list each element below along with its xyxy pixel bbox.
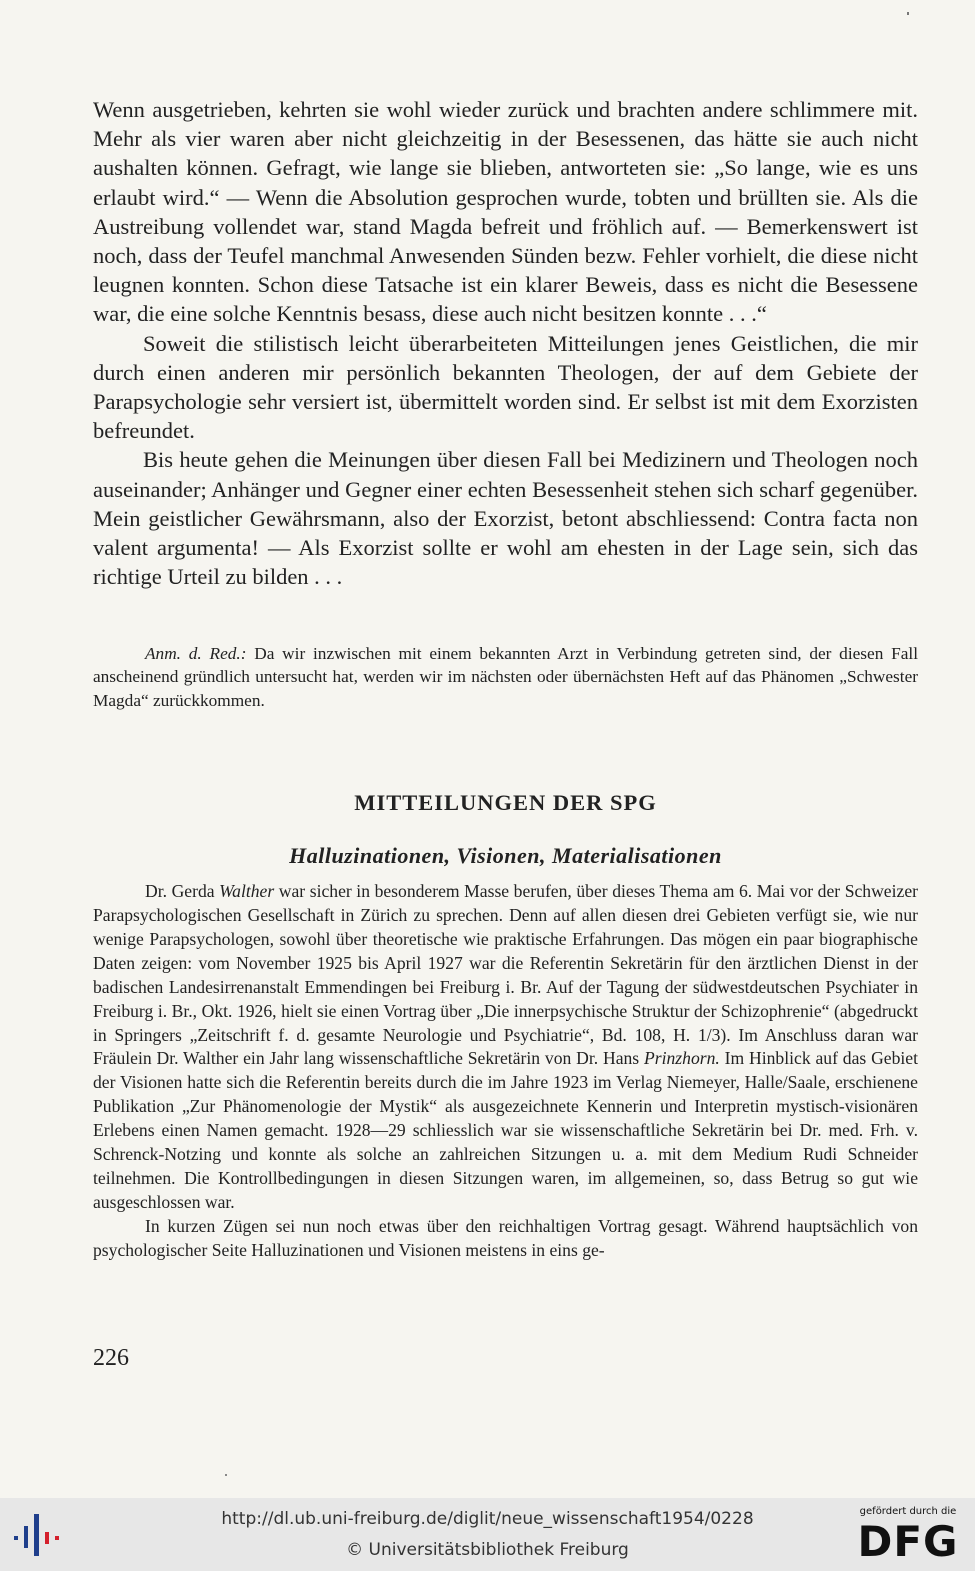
section-paragraph-2: In kurzen Zügen sei nun noch etwas über den reichhaltigen Vortrag gesagt. Während hauptsächlich von psychologischer Seite Halluzinationen und Visionen meistens in eins ge- [93,1215,918,1260]
dfg-caption: gefördert durch die [859,1506,957,1517]
scan-speck-2 [225,1474,227,1476]
section-paragraph-1-part-2: war sicher in besonderem Masse berufen, über dieses Thema am 6. Mai vor der Schweizer Parapsychologischen Gesellschaft in Zürich zu sprechen. Denn auf allen diesen drei Gebieten verfügt sie, wie nur wenige Parapsychologen, sowohl über theoretische wie praktische Erfahrungen. Das mögen ein paar biographische Daten zeigen: vom November 1925 bis April 1927 war die Referentin Sekretärin für den ärztlichen Dienst in der badischen Landesirrenanstalt Emmendingen bei Freiburg i. Br. Auf der Tagung der südwestdeutschen Psychiater in Freiburg i. Br., Okt. 1926, hielt sie einen Vortrag über „Die innerpsychische Struktur der Schizophrenie“ (abgedruckt in Springers „Zeitschrift f. d. gesamte Neurologie und Psychiatrie“, Bd. 108, H. 1/3). Im Anschluss daran war Fräulein Dr. Walther ein Jahr lang wissenschaftliche Sekretärin von Dr. Hans [93,881,918,1069]
section-paragraph-1 [93,880,918,1215]
ub-logo-bar-4 [45,1532,49,1544]
name-prinzhorn: Prinzhorn. [644,1048,720,1069]
section-paragraph-1-part-3: Im Hinblick auf das Gebiet der Visionen hatte sich die Referentin bereits durch die im Jahre 1923 im Verlag Niemeyer, Halle/Saale, erschienene Publikation „Zur Phänomenologie der Mystik“ als ausgezeichnete Kennerin und Interpretin mystisch-visionären Erlebens einen Namen gemacht. 1928—29 schliesslich war sie wissenschaftliche Sekretärin bei Dr. med. Frh. v. Schrenck-Notzing und konnte als solche an zahlreichen Sitzungen u. a. mit dem Medium Rudi Schneider teilnehmen. Die Kontrollbedingungen in diesen Sitzungen waren, im allgemeinen, so, dass Betrug so gut wie ausgeschlossen war. [93,1048,918,1212]
section-heading: MITTEILUNGEN DER SPG [354,790,657,815]
dfg-logo-text: DFG [857,1517,959,1566]
footer-url-link[interactable]: http://dl.ub.uni-freiburg.de/diglit/neue_wissenschaft1954/0228 [221,1509,754,1529]
footer-bar [0,1498,975,1571]
scan-speck [907,12,909,15]
continued-article-text [93,95,918,591]
name-walther: Walther [219,881,275,901]
ub-logo-bar-5 [55,1536,59,1540]
section-text [93,880,918,1263]
ub-logo-bar-1 [14,1536,18,1540]
editor-note [93,642,918,712]
paragraph-2: Soweit die stilistisch leicht überarbeiteten Mitteilungen jenes Geistlichen, die mir durch einen anderen mir persönlich bekannten Theologen, der auf dem Gebiete der Parapsychologie sehr versiert ist, übermittelt worden sind. Er selbst ist mit dem Exorzisten befreundet. [93,330,918,444]
page-number: 226 [93,1345,129,1371]
ub-freiburg-logo-icon [10,1512,66,1558]
editor-note-text: Da wir inzwischen mit einem bekannten Arzt in Verbindung getreten sind, der diesen Fall anscheinend gründlich untersucht hat, werden wir im nächsten oder übernächsten Heft auf das Phänomen „Schwester Magda“ zurückkommen. [93,644,918,710]
section-subheading: Halluzinationen, Visionen, Materialisationen [289,843,722,868]
section-paragraph-1-part-1: Dr. Gerda [145,881,220,901]
ub-logo-bar-2 [24,1526,28,1548]
ub-logo-bar-3 [34,1514,39,1556]
footer-copyright: © Universitätsbibliothek Freiburg [346,1540,629,1560]
paragraph-3: Bis heute gehen die Meinungen über diesen Fall bei Medizinern und Theologen noch auseinander; Anhänger und Gegner einer echten Besessenheit stehen sich scharf gegenüber. Mein geistlicher Gewährsmann, also der Exorzist, betont abschliessend: Contra facta non valent argumenta! — Als Exorzist sollte er wohl am ehesten in der Lage sein, sich das richtige Urteil zu bilden . . . [93,447,918,590]
editor-note-label: Anm. d. Red.: [145,644,247,663]
dfg-logo [848,1506,968,1566]
paragraph-1: Wenn ausgetrieben, kehrten sie wohl wieder zurück und brachten andere schlimmere mit. Mehr als vier waren aber nicht gleichzeitig in der Besessenen, das hätte sie auch nicht aushalten können. Gefragt, wie lange sie blieben, antworteten sie: „So lange, wie es uns erlaubt wird.“ — Wenn die Absolution gesprochen wurde, tobten und brüllten sie. Als die Austreibung vollendet war, stand Magda befreit und fröhlich auf. — Bemerkenswert ist noch, dass der Teufel manchmal Anwesenden Sünden bezw. Fehler vorhielt, die diese nicht leugnen konnten. Schon diese Tatsache ist ein klarer Beweis, dass es nicht die Besessene war, die eine solche Kenntnis besass, diese auch nicht besitzen konnte . . .“ [93,97,918,327]
